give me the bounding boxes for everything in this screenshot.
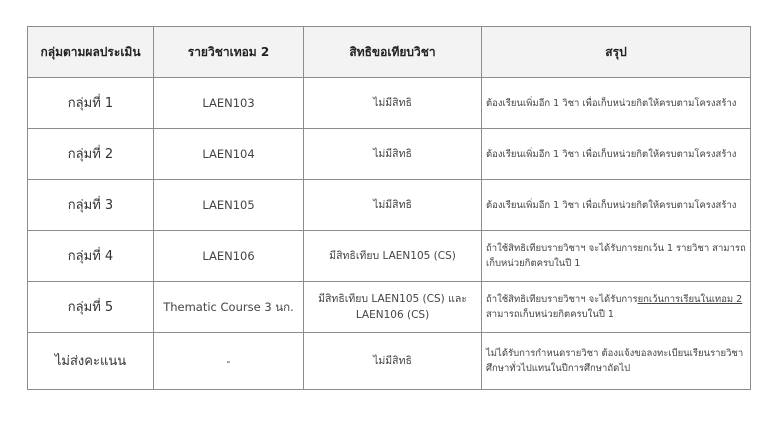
subject-cell: LAEN103 — [154, 78, 304, 129]
summary-text-end: สามารถเก็บหน่วยกิตครบในปี 1 — [486, 309, 614, 320]
table-row — [28, 180, 751, 231]
summary-underlined-text: ยกเว้นการเรียนในเทอม 2 — [637, 294, 743, 305]
group-cell: ไม่ส่งคะแนน — [28, 333, 154, 390]
subject-cell: LAEN105 — [154, 180, 304, 231]
subject-cell: - — [154, 333, 304, 390]
header-term2-subject: รายวิชาเทอม 2 — [154, 27, 304, 78]
table-row — [28, 231, 751, 282]
table-row — [28, 129, 751, 180]
assessment-table-container — [27, 26, 750, 406]
summary-cell: ไม่ได้รับการกำหนดรายวิชา ต้องแจ้งขอลงทะเบียนเรียนรายวิชาศึกษาทั่วไปแทนในปีการศึกษาถัดไป — [482, 333, 751, 390]
summary-cell: ถ้าใช้สิทธิเทียบรายวิชาฯ จะได้รับการยกเว้น 1 รายวิชา สามารถเก็บหน่วยกิตครบในปี 1 — [482, 231, 751, 282]
group-cell: กลุ่มที่ 4 — [28, 231, 154, 282]
rights-cell: ไม่มีสิทธิ — [304, 180, 482, 231]
group-cell: กลุ่มที่ 5 — [28, 282, 154, 333]
group-cell: กลุ่มที่ 3 — [28, 180, 154, 231]
subject-cell: Thematic Course 3 นก. — [154, 282, 304, 333]
assessment-table — [27, 26, 751, 390]
subject-cell: LAEN106 — [154, 231, 304, 282]
header-assessment-group: กลุ่มตามผลประเมิน — [28, 27, 154, 78]
summary-cell — [482, 282, 751, 333]
header-summary: สรุป — [482, 27, 751, 78]
rights-cell: มีสิทธิเทียบ LAEN105 (CS) — [304, 231, 482, 282]
table-row — [28, 78, 751, 129]
group-cell: กลุ่มที่ 2 — [28, 129, 154, 180]
rights-cell: ไม่มีสิทธิ — [304, 129, 482, 180]
group-cell: กลุ่มที่ 1 — [28, 78, 154, 129]
table-header-row — [28, 27, 751, 78]
summary-cell: ต้องเรียนเพิ่มอีก 1 วิชา เพื่อเก็บหน่วยกิตให้ครบตามโครงสร้าง — [482, 180, 751, 231]
rights-cell: มีสิทธิเทียบ LAEN105 (CS) และ LAEN106 (CS) — [304, 282, 482, 333]
subject-cell: LAEN104 — [154, 129, 304, 180]
table-row — [28, 333, 751, 390]
summary-cell: ต้องเรียนเพิ่มอีก 1 วิชา เพื่อเก็บหน่วยกิตให้ครบตามโครงสร้าง — [482, 78, 751, 129]
summary-cell: ต้องเรียนเพิ่มอีก 1 วิชา เพื่อเก็บหน่วยกิตให้ครบตามโครงสร้าง — [482, 129, 751, 180]
header-transfer-rights: สิทธิขอเทียบวิชา — [304, 27, 482, 78]
rights-cell: ไม่มีสิทธิ — [304, 78, 482, 129]
rights-cell: ไม่มีสิทธิ — [304, 333, 482, 390]
table-row — [28, 282, 751, 333]
summary-text-start: ถ้าใช้สิทธิเทียบรายวิชาฯ จะได้รับการ — [486, 294, 638, 305]
